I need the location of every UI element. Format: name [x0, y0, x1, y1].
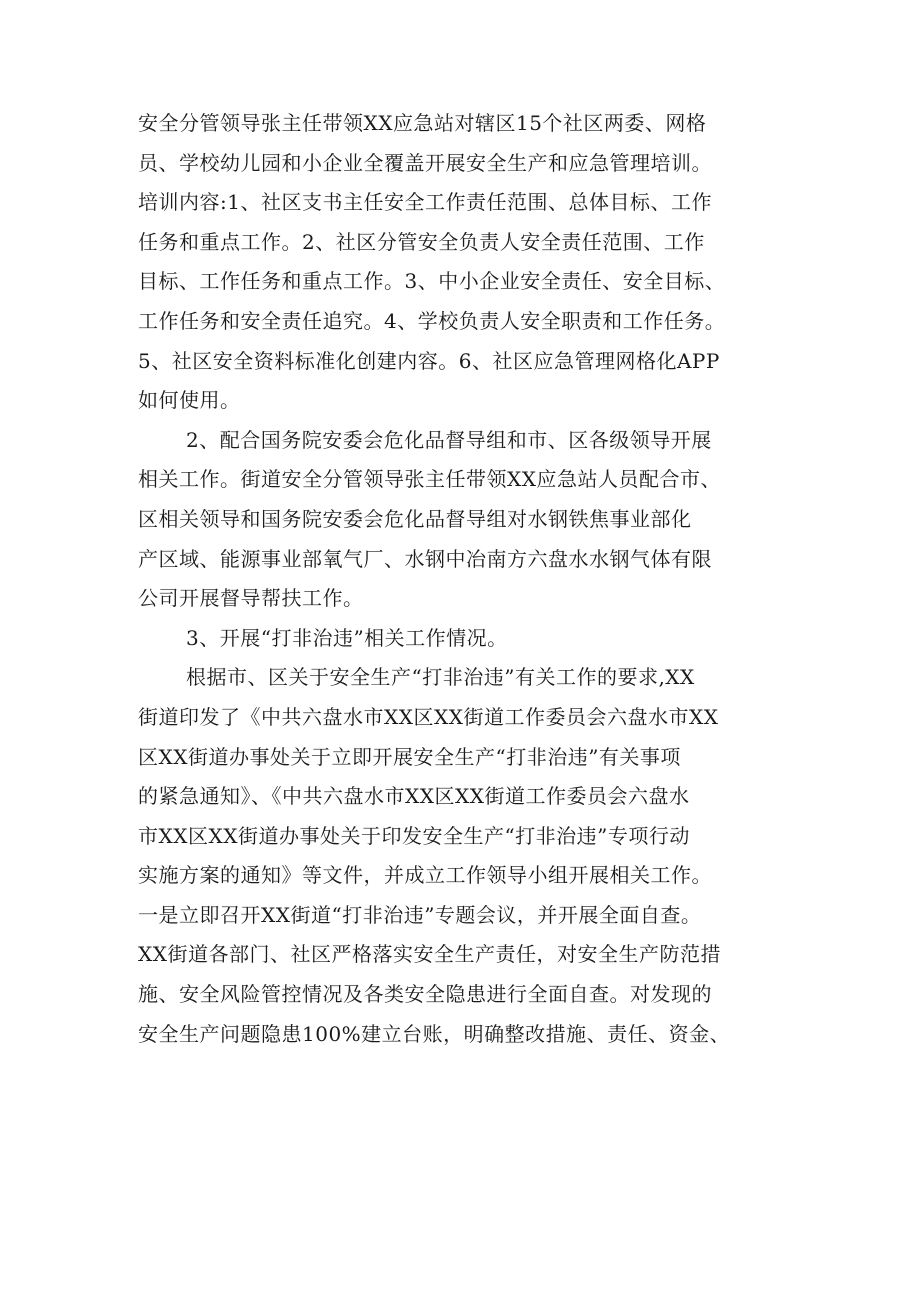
- text-line: 如何使用。: [138, 388, 241, 413]
- text-line: 5、社区安全资料标准化创建内容。6、社区应急管理网格化APP: [138, 348, 720, 373]
- text-line: 工作任务和安全责任追究。4、学校负责人安全职责和工作任务。: [138, 308, 726, 333]
- text-line: 员、学校幼儿园和小企业全覆盖开展安全生产和应急管理培训。: [138, 150, 712, 175]
- text-line: 任务和重点工作。2、社区分管安全负责人安全责任范围、工作: [138, 229, 705, 254]
- text-line: 实施方案的通知》等文件，并成立工作领导小组开展相关工作。: [138, 863, 712, 888]
- text-line: 区XX街道办事处关于立即开展安全生产“打非治违”有关事项: [138, 744, 681, 769]
- text-line: 安全分管领导张主任带领XX应急站对辖区15个社区两委、网格: [138, 111, 707, 135]
- text-line: 培训内容:1、社区支书主任安全工作责任范围、总体目标、工作: [138, 190, 712, 215]
- text-line: 街道印发了《中共六盘水市XX区XX街道工作委员会六盘水市XX: [138, 704, 719, 729]
- text-line: 一是立即召开XX街道“打非治违”专题会议，并开展全面自查。: [138, 902, 702, 927]
- text-line: 产区域、能源事业部氧气厂、水钢中冶南方六盘水水钢气体有限: [138, 546, 712, 571]
- paragraph-start-line: 2、配合国务院安委会危化品督导组和市、区各级领导开展: [186, 427, 712, 452]
- text-line: 公司开展督导帮扶工作。: [138, 586, 364, 611]
- text-line: 施、安全风险管控情况及各类安全隐患进行全面自查。对发现的: [138, 982, 712, 1007]
- text-line: 市XX区XX街道办事处关于印发安全生产“打非治违”专项行动: [138, 823, 690, 848]
- body-text: [138, 104, 798, 1054]
- text-line: 目标、工作任务和重点工作。3、中小企业安全责任、安全目标、: [138, 269, 726, 294]
- section-heading-line: 3、开展“打非治违”相关工作情况。: [186, 625, 508, 650]
- paragraph-start-line: 根据市、区关于安全生产“打非治违”有关工作的要求,XX: [186, 665, 695, 690]
- text-line: XX街道各部门、社区严格落实安全生产责任，对安全生产防范措: [138, 942, 721, 967]
- text-line: 相关工作。街道安全分管领导张主任带领XX应急站人员配合市、: [138, 467, 721, 492]
- text-line: 的紧急通知》、《中共六盘水市XX区XX街道工作委员会六盘水: [138, 784, 690, 809]
- text-line: 安全生产问题隐患100%建立台账，明确整改措施、责任、资金、: [138, 1021, 731, 1046]
- text-line: 区相关领导和国务院安委会危化品督导组对水钢铁焦事业部化: [138, 506, 692, 531]
